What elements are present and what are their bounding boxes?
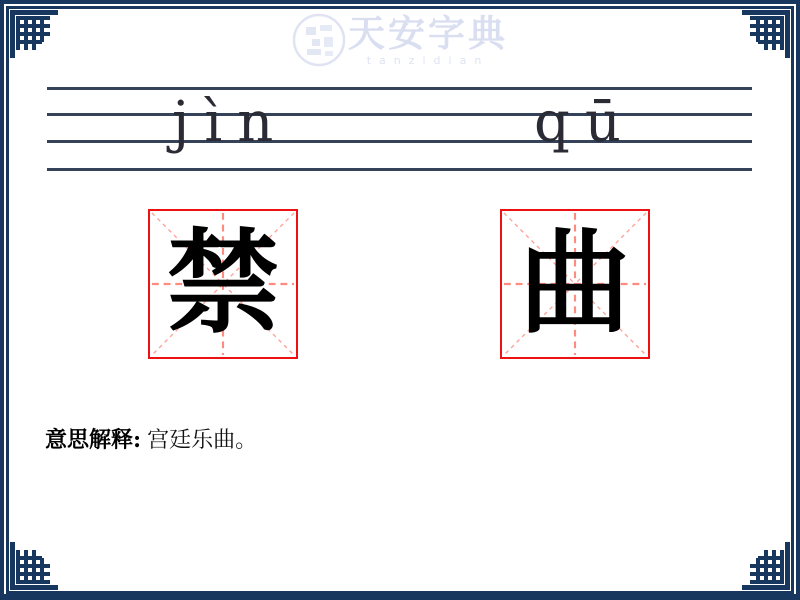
pinyin-staff-line [47, 113, 752, 116]
fret-corner-icon [736, 536, 800, 600]
character-grid-box [148, 209, 298, 359]
seal-stamp-icon [292, 13, 346, 67]
brand-tagline: tanzidian [366, 54, 490, 67]
definition-text: 宫廷乐曲。 [147, 428, 258, 453]
pinyin-syllable: qū [534, 90, 636, 155]
definition-label: 意思解释: [45, 427, 142, 453]
fret-corner-icon [0, 536, 64, 600]
brand-logo [0, 13, 800, 67]
brand-name: 天安字典 [348, 11, 508, 55]
hanzi-character: 禁 [167, 218, 279, 349]
page-frame-inner [6, 6, 794, 594]
pinyin-staff-line [47, 168, 752, 171]
hanzi-character: 曲 [519, 218, 631, 349]
pinyin-syllable: jìn [172, 90, 289, 155]
pinyin-staff-line [47, 87, 752, 90]
definition-line [45, 423, 257, 454]
pinyin-staff-line [47, 140, 752, 143]
character-grid-box [500, 209, 650, 359]
